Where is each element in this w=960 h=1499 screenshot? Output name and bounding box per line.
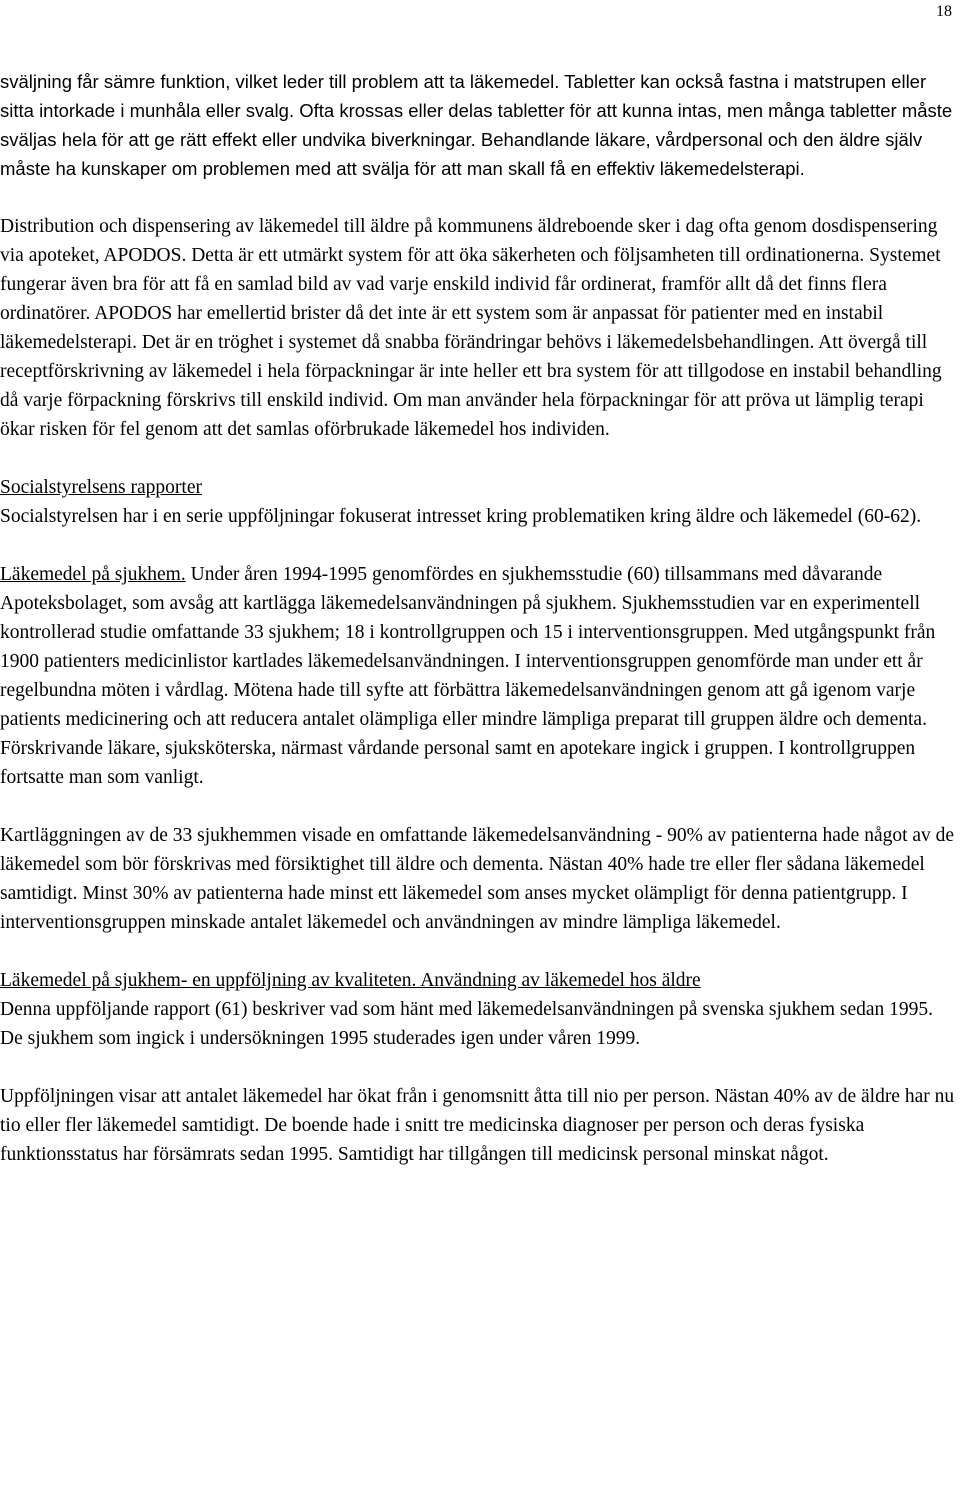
paragraph-gap <box>0 937 955 966</box>
paragraph-socialstyrelsen: Socialstyrelsen har i en serie uppföljningar fokuserat intresset kring problematiken kring äldre och läkemedel (60-62). <box>0 506 922 527</box>
section-heading-uppfoljning: Läkemedel på sjukhem- en uppföljning av kvaliteten. Användning av läkemedel hos äldre <box>0 970 701 991</box>
paragraph-swallowing: sväljning får sämre funktion, vilket leder till problem att ta läkemedel. Tabletter kan också fastna i matstrupen eller sitta intorkade i munhåla eller svalg. Ofta krossas eller delas tabletter för att kunna intas, men många tabletter måste sväljas hela för att ge rätt effekt eller undvika biverkningar. Behandlande läkare, vårdpersonal och den äldre själv måste ha kunskaper om problemen med att svälja för att man skall få en effektiv läkemedelsterapi. <box>0 71 953 179</box>
paragraph-uppfoljande-rapport: Denna uppföljande rapport (61) beskriver vad som hänt med läkemedelsanvändningen på svenska sjukhem sedan 1995. De sjukhem som ingick i undersökningen 1995 studerades igen under våren 1999. <box>0 999 934 1049</box>
document-body <box>0 67 955 1169</box>
paragraph-uppfoljning-results: Uppföljningen visar att antalet läkemedel har ökat från i genomsnitt åtta till nio per person. Nästan 40% av de äldre har nu tio eller fler läkemedel samtidigt. De boende hade i snitt tre medicinska diagnoser per person och deras fysiska funktionsstatus har försämrats sedan 1995. Samtidigt har tillgången till medicinsk personal minskat något. <box>0 1086 955 1165</box>
page-number: 18 <box>936 3 952 20</box>
inline-heading-sjukhem: Läkemedel på sjukhem. <box>0 564 186 585</box>
paragraph-gap <box>0 444 955 473</box>
paragraph-gap <box>0 531 955 560</box>
paragraph-sjukhem <box>0 560 955 792</box>
paragraph-kartlaggning: Kartläggningen av de 33 sjukhemmen visade en omfattande läkemedelsanvändning - 90% av patienterna hade något av de läkemedel som bör förskrivas med försiktighet till äldre och dementa. Nästan 40% hade tre eller fler sådana läkemedel samtidigt. Minst 30% av patienterna hade minst ett läkemedel som anses mycket olämpligt för denna patientgrupp. I interventionsgruppen minskade antalet läkemedel och användningen av mindre lämpliga läkemedel. <box>0 825 955 933</box>
paragraph-gap <box>0 183 955 212</box>
section-heading-socialstyrelsen: Socialstyrelsens rapporter <box>0 477 202 498</box>
paragraph-gap <box>0 792 955 821</box>
paragraph-sjukhem-text: Under åren 1994-1995 genomfördes en sjukhemsstudie (60) tillsammans med dåvarande Apoteksbolaget, som avsåg att kartlägga läkemedelsanvändningen på sjukhem. Sjukhemsstudien var en experimentell kontrollerad studie omfattande 33 sjukhem; 18 i kontrollgruppen och 15 i interventionsgruppen. Med utgångspunkt från 1900 patienters medicinlistor kartlades läkemedelsanvändningen. I interventionsgruppen genomförde man under ett år regelbundna möten i vårdlag. Mötena hade till syfte att förbättra läkemedelsanvändningen genom att gå igenom varje patients medicinering och att reducera antalet olämpliga eller mindre lämpliga preparat till gruppen äldre och dementa. Förskrivande läkare, sjuksköterska, närmast vårdande personal samt en apotekare ingick i gruppen. I kontrollgruppen fortsatte man som vanligt. <box>0 564 936 788</box>
paragraph-gap <box>0 1053 955 1082</box>
paragraph-apodos: Distribution och dispensering av läkemedel till äldre på kommunens äldreboende sker i dag ofta genom dosdispensering via apoteket, APODOS. Detta är ett utmärkt system för att öka säkerheten och följsamheten till ordinationerna. Systemet fungerar även bra för att få en samlad bild av vad varje enskild individ får ordinerat, framför allt då det finns flera ordinatörer. APODOS har emellertid brister då det inte är ett system som är anpassat för patienter med en instabil läkemedelsterapi. Det är en tröghet i systemet då snabba förändringar behövs i läkemedelsbehandlingen. Att övergå till receptförskrivning av läkemedel i hela förpackningar är inte heller ett bra system för att tillgodose en instabil behandling då varje förpackning förskrivs till enskild individ. Om man använder hela förpackningar för att pröva ut lämplig terapi ökar risken för fel genom att det samlas oförbrukade läkemedel hos individen. <box>0 216 942 440</box>
